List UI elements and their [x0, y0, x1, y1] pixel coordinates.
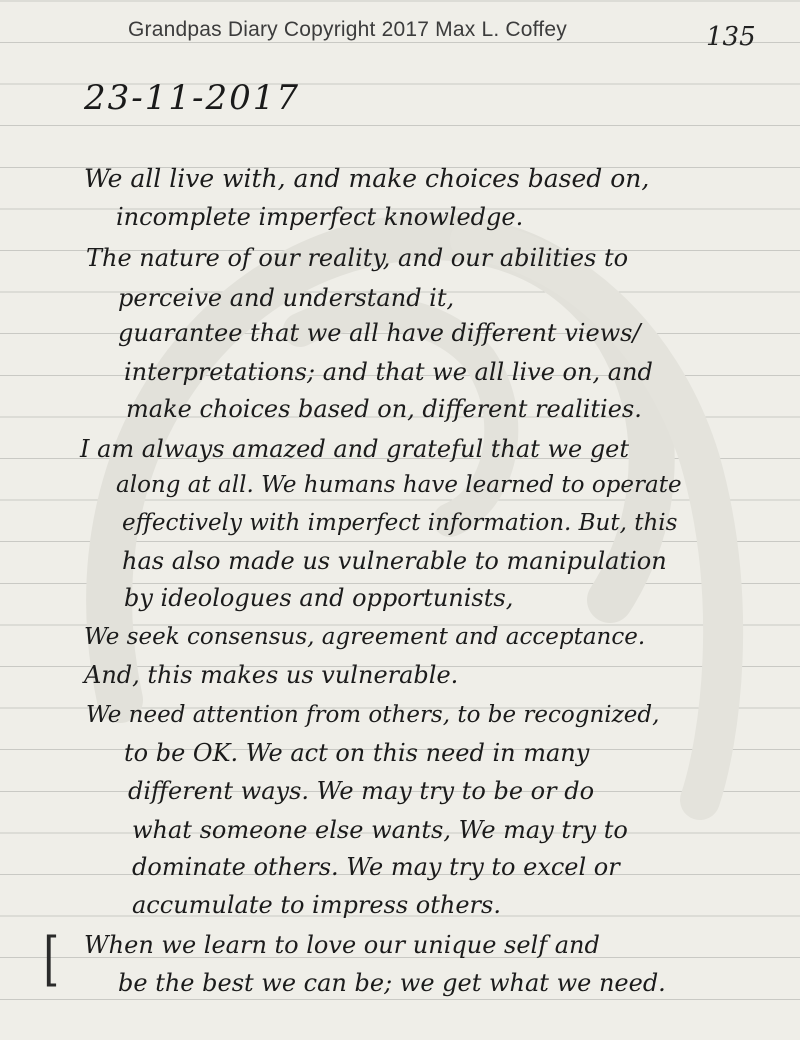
page-header: Grandpas Diary Copyright 2017 Max L. Coffey: [128, 18, 567, 41]
entry-line: make choices based on, different realities.: [126, 395, 642, 423]
entry-line: be the best we can be; we get what we need.: [118, 969, 666, 997]
entry-line: interpretations; and that we all live on, and: [124, 358, 653, 386]
entry-line: dominate others. We may try to excel or: [132, 853, 620, 881]
entry-line: I am always amazed and grateful that we get: [80, 435, 630, 463]
entry-line: what someone else wants, We may try to: [132, 816, 628, 844]
entry-line: to be OK. We act on this need in many: [124, 739, 590, 767]
entry-line: perceive and understand it,: [118, 284, 455, 312]
entry-line: The nature of our reality, and our abilities to: [86, 244, 629, 272]
entry-line: When we learn to love our unique self and: [84, 931, 600, 959]
entry-line: incomplete imperfect knowledge.: [116, 203, 524, 231]
margin-bracket: [: [43, 925, 60, 993]
page-number: 135: [706, 22, 756, 52]
entry-date: 23-11-2017: [84, 78, 301, 118]
entry-line: We all live with, and make choices based on,: [84, 164, 650, 193]
entry-line: effectively with imperfect information. But, this: [122, 510, 678, 536]
entry-line: We seek consensus, agreement and acceptance.: [84, 624, 646, 650]
entry-line: We need attention from others, to be recognized,: [86, 702, 660, 728]
entry-line: And, this makes us vulnerable.: [84, 661, 459, 689]
entry-line: accumulate to impress others.: [132, 891, 501, 919]
entry-line: guarantee that we all have different views/: [118, 319, 641, 347]
entry-line: different ways. We may try to be or do: [128, 777, 595, 805]
entry-line: by ideologues and opportunists,: [124, 584, 514, 612]
entry-line: has also made us vulnerable to manipulation: [122, 547, 667, 575]
entry-line: along at all. We humans have learned to operate: [116, 472, 682, 498]
